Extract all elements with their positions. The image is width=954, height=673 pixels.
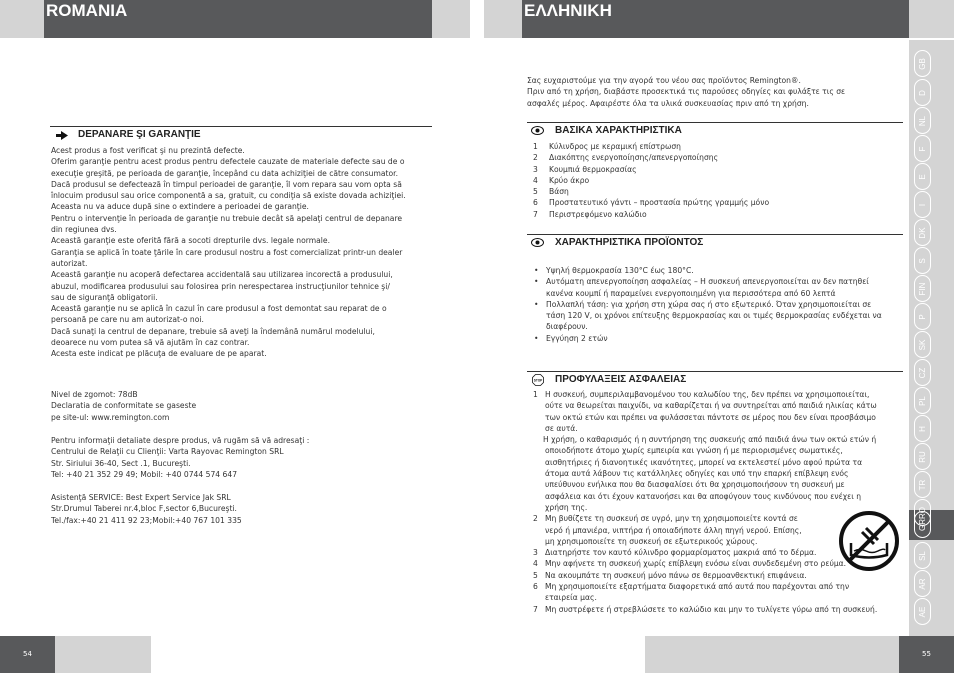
- text-line: Μη χρησιμοποιείτε εξαρτήματα διαφορετικά από αυτά που παρέχονται από την: [545, 582, 850, 592]
- language-tab-pl[interactable]: [914, 387, 931, 414]
- language-tab-gb[interactable]: [914, 50, 931, 77]
- text-line: ασφάλεια και ότι έχουν κατανοήσει και θα αποφύγουν τους κινδύνους που ενέχει η: [545, 491, 862, 501]
- language-tab-label: F: [917, 146, 927, 151]
- text-line: execuţie greşită, pe perioada de garanţie, începând cu data achiziţiei de către consumator.: [51, 168, 398, 178]
- language-tab-sk[interactable]: [914, 331, 931, 358]
- bullet-dot: •: [534, 277, 539, 287]
- bullet-item: [534, 265, 904, 276]
- list-item: [533, 175, 903, 186]
- bullet-item: [534, 333, 904, 344]
- eye-icon: [531, 238, 544, 247]
- list-item: [533, 434, 905, 513]
- list-item: [533, 186, 903, 197]
- language-tab-label: SK: [917, 339, 927, 350]
- text-line: ούτε να θεωρείται παιχνίδι, να καθαρίζεται ή να συντηρείται από παιδιά ηλικίας κάτω: [545, 401, 877, 411]
- text-line: Tel: +40 21 352 29 49; Mobil: +40 0744 574 647: [51, 469, 238, 479]
- text-line: Str.Drumul Taberei nr.4,bloc F,sector 6,Bucureşti.: [51, 504, 237, 514]
- item-text: Κύλινδρος με κεραμική επίστρωση: [549, 142, 681, 151]
- features-section-title: ΒΑΣΙΚΑ ΧΑΡΑΚΤΗΡΙΣΤΙΚΑ: [555, 125, 682, 136]
- text-line: Η χρήση, ο καθαρισμός ή η συντήρηση της συσκευής από παιδιά άνω των οκτώ ετών ή: [543, 435, 877, 445]
- text-line: Această garanţie este oferită fără a socoti drepturile dvs. legale normale.: [51, 236, 330, 246]
- text-line: înlocuim produsul sau orice componentă a sa, gratuit, cu condiţia să existe dovada achiziţiei.: [51, 191, 406, 201]
- text-line: διαφέρουν.: [546, 322, 588, 332]
- language-tab-cz[interactable]: [914, 359, 931, 386]
- language-tab-label: AE: [917, 606, 927, 617]
- language-tab-s[interactable]: [914, 247, 931, 274]
- language-sidebar: [909, 40, 954, 636]
- right-footer-bar: [645, 636, 899, 673]
- list-item: [533, 389, 905, 434]
- text-line: Nivel de zgomot: 78dB: [51, 390, 138, 399]
- item-number: 2: [533, 514, 538, 524]
- language-tab-label: AR: [917, 577, 927, 590]
- text-line: autorizat.: [51, 258, 88, 268]
- text-line: Centrului de Relaţii cu Clienţii: Varta Rayovac Remington SRL: [51, 447, 284, 457]
- language-tab-tr[interactable]: [914, 471, 931, 498]
- language-tab-f[interactable]: [914, 135, 931, 162]
- text-line: Dacă sunaţi la centrul de depanare, trebuie să aveţi la îndemână numărul modelului,: [51, 326, 375, 336]
- language-tab-label: E: [917, 173, 927, 180]
- right-page-number: [899, 636, 954, 673]
- safety-list: [533, 389, 905, 615]
- item-number: 3: [533, 164, 538, 174]
- text-line: din regiunea dvs.: [51, 225, 117, 235]
- text-line: persoană pe care nu am autorizat-o noi.: [51, 315, 204, 325]
- item-number: 5: [533, 187, 538, 197]
- product-bullets: [534, 265, 904, 344]
- item-number: 6: [533, 198, 538, 208]
- item-number: 7: [533, 604, 538, 614]
- item-text: Διακόπτης ενεργοποίησης/απενεργοποίησης: [549, 153, 719, 163]
- item-number: 5: [533, 570, 538, 580]
- right-header-title-text: ΕΛΛΗΝΙΚΗ: [524, 1, 612, 20]
- text-line: Διατηρήστε τον καυτό κύλινδρο φορμαρίσματος μακριά από το δέρμα.: [545, 548, 817, 558]
- service-info: [51, 492, 436, 526]
- text-line: pe site-ul: www.remington.com: [51, 412, 170, 422]
- language-tab-label: SL: [917, 550, 927, 561]
- text-line: νερό ή μπανιέρα, νιπτήρα ή οποιαδήποτε άλλη πηγή νερού. Επίσης,: [545, 525, 802, 535]
- list-item: [533, 152, 903, 163]
- stop-sign-label: STOP: [533, 378, 543, 383]
- text-line: Garanţia se aplică în toate ţările în care produsul nostru a fost comercializat printr-un dealer: [51, 247, 403, 257]
- safety-section-title: ΠΡΟΦΥΛΑΞΕΙΣ ΑΣΦΑΛΕΙΑΣ: [555, 374, 687, 385]
- language-tab-label: H: [917, 425, 927, 432]
- text-line: Str. Siriului 36-40, Sect .1, Bucureşti.: [51, 458, 191, 468]
- language-tab-fin[interactable]: [914, 275, 931, 302]
- text-line: Oferim garanţie pentru acest produs pentru defectele cauzate de materiale defecte sau de o: [51, 157, 405, 167]
- left-footer-bar: [55, 636, 151, 673]
- text-line: Această garanţie nu acoperă defectarea accidentală sau utilizarea incorectă a produsului,: [51, 270, 393, 280]
- list-item: [533, 141, 903, 152]
- bullet-dot: •: [534, 299, 539, 309]
- language-tab-i[interactable]: [914, 191, 931, 218]
- text-line: κανένα κουμπί ή παραμείνει ενεργοποιημένη για περισσότερα από 60 λεπτά: [546, 288, 836, 298]
- item-number: 3: [533, 548, 538, 558]
- text-line: Μη βυθίζετε τη συσκευή σε υγρό, μην τη χρησιμοποιείτε κοντά σε: [545, 514, 798, 524]
- language-tab-label: P: [917, 313, 927, 320]
- text-line: χρήση της.: [545, 502, 588, 512]
- left-header-title-text: ROMANIA: [46, 1, 128, 20]
- product-section-title: ΧΑΡΑΚΤΗΡΙΣΤΙΚΑ ΠΡΟΪΟΝΤΟΣ: [555, 237, 704, 248]
- text-line: Această garanţie nu se aplică în cazul în care produsul a fost demontat sau reparat de o: [51, 304, 387, 314]
- right-page-number-text: 55: [922, 650, 931, 658]
- text-line: Αυτόματη απενεργοποίηση ασφαλείας – Η συσκευή απενεργοποιείται αν δεν πατηθεί: [546, 277, 869, 287]
- list-item: [533, 197, 903, 208]
- language-tab-label: PL: [917, 395, 927, 406]
- text-line: αισθητήριες ή διανοητικές ικανότητες, μπορεί να εκτελεστεί μόνο αφού πρώτα τα: [545, 457, 863, 467]
- text-line: Μην αφήνετε τη συσκευή χωρίς επίβλεψη ενόσω είναι συνδεδεμένη στο ρεύμα.: [545, 559, 847, 569]
- language-tab-sl[interactable]: [914, 542, 931, 569]
- list-item: [533, 604, 905, 615]
- language-tab-label: CZ: [917, 367, 927, 378]
- language-tab-label: D: [917, 89, 927, 96]
- text-line: εταιρεία μας.: [545, 593, 597, 603]
- features-list: [533, 141, 903, 220]
- text-line: μη χρησιμοποιείτε τη συσκευή σε εξωτερικούς χώρους.: [545, 536, 758, 546]
- text-line: άτομα αυτά λάβουν τις κατάλληλες οδηγίες και υπό την επαρκή επίβλεψη ενός: [545, 469, 849, 479]
- text-line: Acesta este indicat pe plăcuţa de evaluare de pe aparat.: [51, 349, 267, 359]
- language-tab-gr[interactable]: [914, 511, 931, 538]
- bullet-item: [534, 276, 904, 299]
- language-tab-h[interactable]: [914, 415, 931, 442]
- text-line: ασφαλές μέρος. Αφαιρέστε όλα τα υλικά συσκευασίας πριν από τη χρήση.: [527, 98, 809, 108]
- intro-paragraph: [527, 75, 902, 109]
- item-number: 7: [533, 209, 538, 219]
- product-section-header: [527, 234, 903, 251]
- text-line: Dacă produsul se defectează în timpul perioadei de garanţie, îl vom repara sau vom opta să: [51, 179, 402, 189]
- language-tab-e[interactable]: [914, 163, 931, 190]
- text-line: Pentru o intervenţie în perioada de garanţie nu trebuie decât să apelaţi centrul de depanare: [51, 213, 403, 223]
- no-water-warning-icon: [838, 510, 900, 572]
- item-number: 4: [533, 559, 538, 569]
- text-line: Υψηλή θερμοκρασία 130°C έως 180°C.: [546, 266, 694, 275]
- language-tab-label: RO: [917, 506, 927, 519]
- language-tab-ae[interactable]: [914, 598, 931, 625]
- language-tab-label: I: [917, 203, 927, 206]
- list-item: [533, 164, 903, 175]
- text-line: Aceasta nu va aduce după sine o extindere a perioadei de garanţie.: [51, 202, 309, 212]
- list-item: [533, 209, 903, 220]
- item-number: 2: [533, 153, 538, 163]
- language-tab-ar[interactable]: [914, 570, 931, 597]
- text-line: Pentru informaţii detaliate despre produs, vă rugăm să vă adresaţi :: [51, 436, 310, 445]
- language-tab-p[interactable]: [914, 303, 931, 330]
- text-line: Declaratia de conformitate se gaseste: [51, 401, 197, 411]
- language-tab-d[interactable]: [914, 79, 931, 106]
- text-line: σε αυτά.: [545, 423, 578, 433]
- noise-info: [51, 389, 436, 423]
- item-number: 1: [533, 142, 538, 151]
- item-text: Περιστρεφόμενο καλώδιο: [549, 209, 647, 219]
- warranty-paragraph: [51, 145, 436, 360]
- item-number: 6: [533, 582, 538, 592]
- stop-sign-icon: [532, 374, 544, 386]
- safety-section-header: [527, 371, 903, 388]
- language-tab-label: GR: [917, 518, 927, 531]
- left-header-title: [44, 0, 432, 38]
- text-line: Μη συστρέφετε ή στρεβλώσετε το καλώδιο και μην το τυλίγετε γύρω από τη συσκευή.: [545, 604, 878, 614]
- text-line: Σας ευχαριστούμε για την αγορά του νέου σας προϊόντος Remington®.: [527, 76, 801, 85]
- text-line: Εγγύηση 2 ετών: [546, 333, 608, 343]
- language-tab-nl[interactable]: [914, 107, 931, 134]
- item-text: Κρύο άκρο: [549, 175, 590, 185]
- language-tab-label: GB: [917, 57, 927, 70]
- item-text: Βάση: [549, 187, 569, 197]
- bullet-dot: •: [534, 266, 539, 275]
- text-line: sau de siguranţă obligatorii.: [51, 292, 158, 302]
- bullet-dot: •: [534, 333, 539, 343]
- text-line: Πολλαπλή τάση: για χρήση στη χώρα σας ή στο εξωτερικό. Όταν χρησιμοποιείται σε: [546, 299, 872, 309]
- language-tab-label: NL: [917, 115, 927, 126]
- text-line: deoarece nu vom putea să vă ajutăm în caz contrar.: [51, 338, 250, 348]
- language-tab-label: RU: [917, 450, 927, 463]
- item-text: Προστατευτικό γάντι – προστασία πρώτης γραμμής μόνο: [549, 198, 770, 208]
- left-page-number-text: 54: [23, 650, 32, 658]
- eye-icon: [531, 126, 544, 135]
- warranty-section-title: DEPANARE ŞI GARANŢIE: [78, 129, 201, 140]
- warranty-section-header: [50, 126, 432, 143]
- text-line: Acest produs a fost verificat şi nu prezintă defecte.: [51, 146, 245, 155]
- text-line: Asistenţă SERVICE: Best Expert Service Jak SRL: [51, 493, 231, 502]
- right-header-title: [522, 0, 909, 38]
- contact-info: [51, 435, 436, 480]
- text-line: τάση 120 V, οι χρόνοι επίτευξης θερμοκρασίας και οι τιμές θερμοκρασίας ενδέχεται να: [546, 311, 882, 321]
- item-text: Κουμπιά θερμοκρασίας: [549, 164, 637, 174]
- language-tab-label: DK: [917, 226, 927, 239]
- text-line: των οκτώ ετών και πρέπει να φυλάσσεται πάντοτε σε μέρος που δεν είναι προσβάσιμο: [545, 412, 876, 422]
- features-section-header: [527, 122, 903, 139]
- item-number: 4: [533, 175, 538, 185]
- text-line: Να ακουμπάτε τη συσκευή μόνο πάνω σε θερμοανθεκτική επιφάνεια.: [545, 570, 807, 580]
- language-tab-label: TR: [917, 479, 927, 490]
- list-item: [533, 581, 905, 604]
- text-line: abuzul, modificarea produsului sau folosirea prin nerespectarea instrucţiunilor tehnice şi/: [51, 281, 390, 291]
- language-tab-dk[interactable]: [914, 219, 931, 246]
- language-tab-ru[interactable]: [914, 443, 931, 470]
- text-line: υπεύθυνου ενήλικα που θα διασφαλίσει ότι θα χρησιμοποιήσουν τη συσκευή με: [545, 480, 845, 490]
- text-line: οποιοδήποτε άτομο χωρίς εμπειρία και γνώση ή με περιορισμένες σωματικές,: [545, 446, 843, 456]
- arrow-right-icon: [56, 131, 68, 140]
- item-number: 1: [533, 390, 538, 399]
- text-line: Πριν από τη χρήση, διαβάστε προσεκτικά τις παρούσες οδηγίες και φυλάξτε τις σε: [527, 87, 846, 97]
- language-tab-label: FIN: [917, 282, 927, 295]
- language-tab-label: S: [917, 257, 927, 264]
- left-page-number: [0, 636, 55, 673]
- text-line: Tel./fax:+40 21 411 92 23;Mobil:+40 767 101 335: [51, 515, 242, 525]
- bullet-item: [534, 299, 904, 333]
- text-line: Η συσκευή, συμπεριλαμβανομένου του καλωδίου της, δεν πρέπει να χρησιμοποιείται,: [545, 390, 870, 399]
